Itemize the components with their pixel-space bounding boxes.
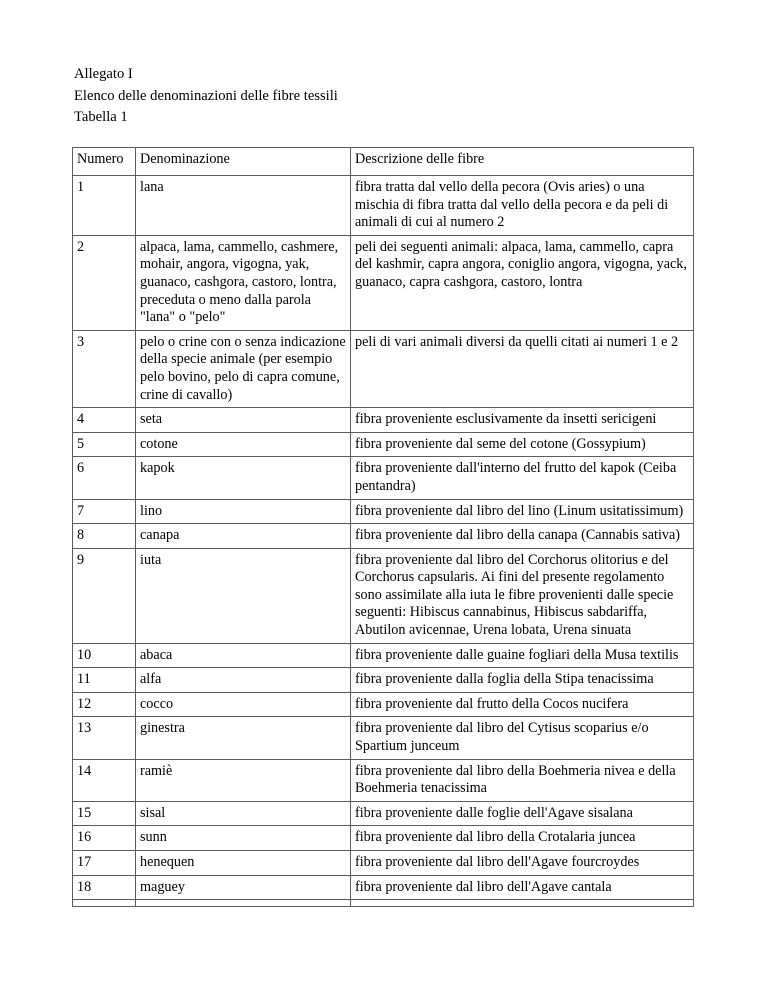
cell-descrizione: fibra proveniente dal libro del lino (Linum usitatissimum) bbox=[351, 499, 694, 524]
cell-descrizione: fibra proveniente dal libro della Boehmeria nivea e della Boehmeria tenacissima bbox=[351, 759, 694, 801]
cell-descrizione: fibra proveniente dal seme del cotone (Gossypium) bbox=[351, 432, 694, 457]
table-row bbox=[73, 457, 694, 499]
cell-denominazione: lino bbox=[136, 499, 351, 524]
list-title: Elenco delle denominazioni delle fibre tessili bbox=[74, 87, 338, 104]
cell-descrizione: fibra proveniente dal libro dell'Agave cantala bbox=[351, 875, 694, 900]
table-header-row bbox=[73, 148, 694, 176]
empty-cell bbox=[351, 900, 694, 907]
cell-descrizione: fibra proveniente esclusivamente da insetti sericigeni bbox=[351, 408, 694, 433]
table-row bbox=[73, 432, 694, 457]
cell-descrizione: fibra proveniente dalla foglia della Stipa tenacissima bbox=[351, 668, 694, 693]
cell-denominazione: sisal bbox=[136, 801, 351, 826]
table-row bbox=[73, 875, 694, 900]
cell-denominazione: alpaca, lama, cammello, cashmere, mohair, angora, vigogna, yak, guanaco, cashgora, castoro, lontra, preceduta o meno dalla parola "lana" o "pelo" bbox=[136, 235, 351, 330]
cell-descrizione: fibra proveniente dalle foglie dell'Agave sisalana bbox=[351, 801, 694, 826]
cell-descrizione: peli di vari animali diversi da quelli citati ai numeri 1 e 2 bbox=[351, 330, 694, 407]
cell-numero: 10 bbox=[73, 643, 136, 668]
cell-numero: 13 bbox=[73, 717, 136, 759]
cell-descrizione: fibra proveniente dal libro della canapa (Cannabis sativa) bbox=[351, 524, 694, 549]
cell-numero: 8 bbox=[73, 524, 136, 549]
cell-denominazione: henequen bbox=[136, 851, 351, 876]
cell-denominazione: kapok bbox=[136, 457, 351, 499]
header-numero: Numero bbox=[73, 148, 136, 176]
cell-descrizione: fibra tratta dal vello della pecora (Ovis aries) o una mischia di fibra tratta dal vello della pecora e da peli di animali di cui al numero 2 bbox=[351, 176, 694, 236]
fibre-names-table bbox=[72, 147, 694, 907]
table-row bbox=[73, 668, 694, 693]
table-row bbox=[73, 524, 694, 549]
cell-numero: 5 bbox=[73, 432, 136, 457]
table-caption: Tabella 1 bbox=[74, 109, 128, 125]
table-row bbox=[73, 235, 694, 330]
table-row bbox=[73, 759, 694, 801]
table-row bbox=[73, 826, 694, 851]
cell-denominazione: iuta bbox=[136, 548, 351, 643]
cell-numero: 12 bbox=[73, 692, 136, 717]
cell-numero: 2 bbox=[73, 235, 136, 330]
cell-denominazione: cotone bbox=[136, 432, 351, 457]
cell-denominazione: maguey bbox=[136, 875, 351, 900]
cell-numero: 9 bbox=[73, 548, 136, 643]
cell-denominazione: seta bbox=[136, 408, 351, 433]
cell-descrizione: fibra proveniente dal libro della Crotalaria juncea bbox=[351, 826, 694, 851]
header-denominazione: Denominazione bbox=[136, 148, 351, 176]
cell-denominazione: alfa bbox=[136, 668, 351, 693]
cell-numero: 3 bbox=[73, 330, 136, 407]
cell-numero: 11 bbox=[73, 668, 136, 693]
cell-descrizione: fibra proveniente dal libro dell'Agave fourcroydes bbox=[351, 851, 694, 876]
table-row bbox=[73, 692, 694, 717]
table-row bbox=[73, 801, 694, 826]
empty-table-row bbox=[73, 900, 694, 907]
cell-denominazione: cocco bbox=[136, 692, 351, 717]
cell-numero: 15 bbox=[73, 801, 136, 826]
cell-denominazione: ramiè bbox=[136, 759, 351, 801]
cell-numero: 7 bbox=[73, 499, 136, 524]
cell-denominazione: ginestra bbox=[136, 717, 351, 759]
cell-denominazione: abaca bbox=[136, 643, 351, 668]
header-descrizione: Descrizione delle fibre bbox=[351, 148, 694, 176]
annex-title: Allegato I bbox=[74, 66, 133, 82]
table-row bbox=[73, 643, 694, 668]
document-heading bbox=[74, 64, 338, 129]
cell-numero: 4 bbox=[73, 408, 136, 433]
cell-numero: 17 bbox=[73, 851, 136, 876]
cell-numero: 14 bbox=[73, 759, 136, 801]
cell-denominazione: pelo o crine con o senza indicazione della specie animale (per esempio pelo bovino, pelo di capra comune, crine di cavallo) bbox=[136, 330, 351, 407]
cell-denominazione: canapa bbox=[136, 524, 351, 549]
cell-descrizione: fibra proveniente dal libro del Corchorus olitorius e del Corchorus capsularis. Ai fini del presente regolamento sono assimilate alla iuta le fibre provenienti dalle specie seguenti: Hibiscus cannabinus, Hibiscus sabdariffa, Abutilon avicennae, Urena lobata, Urena sinuata bbox=[351, 548, 694, 643]
cell-descrizione: peli dei seguenti animali: alpaca, lama, cammello, capra del kashmir, capra angora, coniglio angora, vigogna, yack, guanaco, capra cashgora, castoro, lontra bbox=[351, 235, 694, 330]
cell-denominazione: lana bbox=[136, 176, 351, 236]
cell-numero: 16 bbox=[73, 826, 136, 851]
cell-numero: 6 bbox=[73, 457, 136, 499]
table-row bbox=[73, 330, 694, 407]
cell-descrizione: fibra proveniente dalle guaine fogliari della Musa textilis bbox=[351, 643, 694, 668]
table-row bbox=[73, 176, 694, 236]
cell-denominazione: sunn bbox=[136, 826, 351, 851]
table-row bbox=[73, 717, 694, 759]
table-row bbox=[73, 548, 694, 643]
cell-numero: 18 bbox=[73, 875, 136, 900]
cell-numero: 1 bbox=[73, 176, 136, 236]
cell-descrizione: fibra proveniente dall'interno del frutto del kapok (Ceiba pentandra) bbox=[351, 457, 694, 499]
empty-cell bbox=[73, 900, 136, 907]
table-row bbox=[73, 851, 694, 876]
cell-descrizione: fibra proveniente dal frutto della Cocos nucifera bbox=[351, 692, 694, 717]
empty-cell bbox=[136, 900, 351, 907]
cell-descrizione: fibra proveniente dal libro del Cytisus scoparius e/o Spartium junceum bbox=[351, 717, 694, 759]
table-row bbox=[73, 408, 694, 433]
table-row bbox=[73, 499, 694, 524]
